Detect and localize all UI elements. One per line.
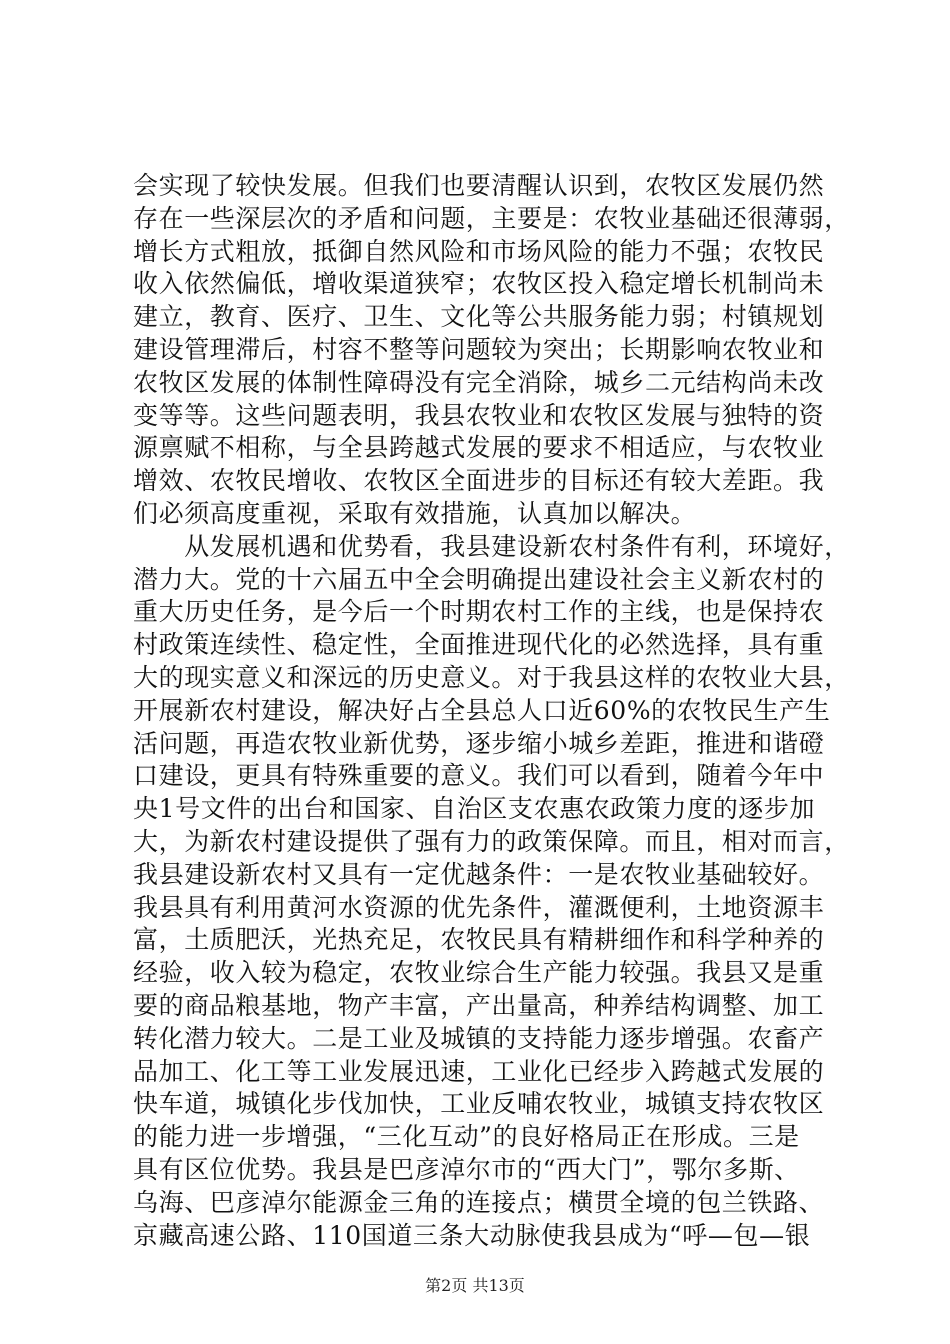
text-line: 活问题，再造农牧业新优势，逐步缩小城乡差距，推进和谐磴 <box>133 728 825 758</box>
text-line: 京藏高速公路、110国道三条大动脉使我县成为“呼—包—银 <box>133 1220 811 1250</box>
text-line: 建立，教育、医疗、卫生、文化等公共服务能力弱；村镇规划 <box>133 302 825 332</box>
text-line: 转化潜力较大。二是工业及城镇的支持能力逐步增强。农畜产 <box>133 1023 825 1053</box>
body-text <box>133 170 850 1252</box>
text-line: 的能力进一步增强，“三化互动”的良好格局正在形成。三是 <box>133 1122 800 1152</box>
text-line: 开展新农村建设，解决好占全县总人口近60%的农牧民生产生 <box>133 695 831 725</box>
text-line: 潜力大。党的十六届五中全会明确提出建设社会主义新农村的 <box>133 564 825 594</box>
text-line: 具有区位优势。我县是巴彦淖尔市的“西大门”，鄂尔多斯、 <box>133 1154 800 1184</box>
text-line: 从发展机遇和优势看，我县建设新农村条件有利，环境好， <box>133 531 850 561</box>
text-line: 我县具有利用黄河水资源的优先条件，灌溉便利，土地资源丰 <box>133 892 825 922</box>
text-line: 增长方式粗放，抵御自然风险和市场风险的能力不强；农牧民 <box>133 236 825 266</box>
text-line: 重大历史任务，是今后一个时期农村工作的主线，也是保持农 <box>133 597 825 627</box>
text-line: 建设管理滞后，村容不整等问题较为突出；长期影响农牧业和 <box>133 334 825 364</box>
text-line: 增效、农牧民增收、农牧区全面进步的目标还有较大差距。我 <box>133 466 825 496</box>
text-line: 快车道，城镇化步伐加快，工业反哺农牧业，城镇支持农牧区 <box>133 1089 825 1119</box>
text-line: 央1号文件的出台和国家、自治区支农惠农政策力度的逐步加 <box>133 794 816 824</box>
text-line: 存在一些深层次的矛盾和问题，主要是：农牧业基础还很薄弱， <box>133 203 850 233</box>
text-line: 会实现了较快发展。但我们也要清醒认识到，农牧区发展仍然 <box>133 171 825 200</box>
text-line: 乌海、巴彦淖尔能源金三角的连接点；横贯全境的包兰铁路、 <box>133 1187 825 1217</box>
text-line: 品加工、化工等工业发展迅速，工业化已经步入跨越式发展的 <box>133 1056 825 1086</box>
text-line: 大，为新农村建设提供了强有力的政策保障。而且，相对而言， <box>133 826 850 856</box>
text-line: 要的商品粮基地，物产丰富，产出量高，种养结构调整、加工 <box>133 990 825 1020</box>
text-line: 大的现实意义和深远的历史意义。对于我县这样的农牧业大县， <box>133 662 850 692</box>
text-line: 们必须高度重视，采取有效措施，认真加以解决。 <box>133 498 697 528</box>
text-line: 经验，收入较为稳定，农牧业综合生产能力较强。我县又是重 <box>133 958 825 988</box>
text-line: 收入依然偏低，增收渠道狭窄；农牧区投入稳定增长机制尚未 <box>133 269 825 299</box>
page-footer: 第2页 共13页 <box>425 1276 525 1295</box>
text-line: 变等等。这些问题表明，我县农牧业和农牧区发展与独特的资 <box>133 400 825 430</box>
text-line: 我县建设新农村又具有一定优越条件：一是农牧业基础较好。 <box>133 859 825 889</box>
text-line: 农牧区发展的体制性障碍没有完全消除，城乡二元结构尚未改 <box>133 367 825 397</box>
text-line: 源禀赋不相称，与全县跨越式发展的要求不相适应，与农牧业 <box>133 433 825 463</box>
text-line: 口建设，更具有特殊重要的意义。我们可以看到，随着今年中 <box>133 761 825 791</box>
text-line: 富，土质肥沃，光热充足，农牧民具有精耕细作和科学种养的 <box>133 925 825 955</box>
text-line: 村政策连续性、稳定性，全面推进现代化的必然选择，具有重 <box>133 630 825 660</box>
